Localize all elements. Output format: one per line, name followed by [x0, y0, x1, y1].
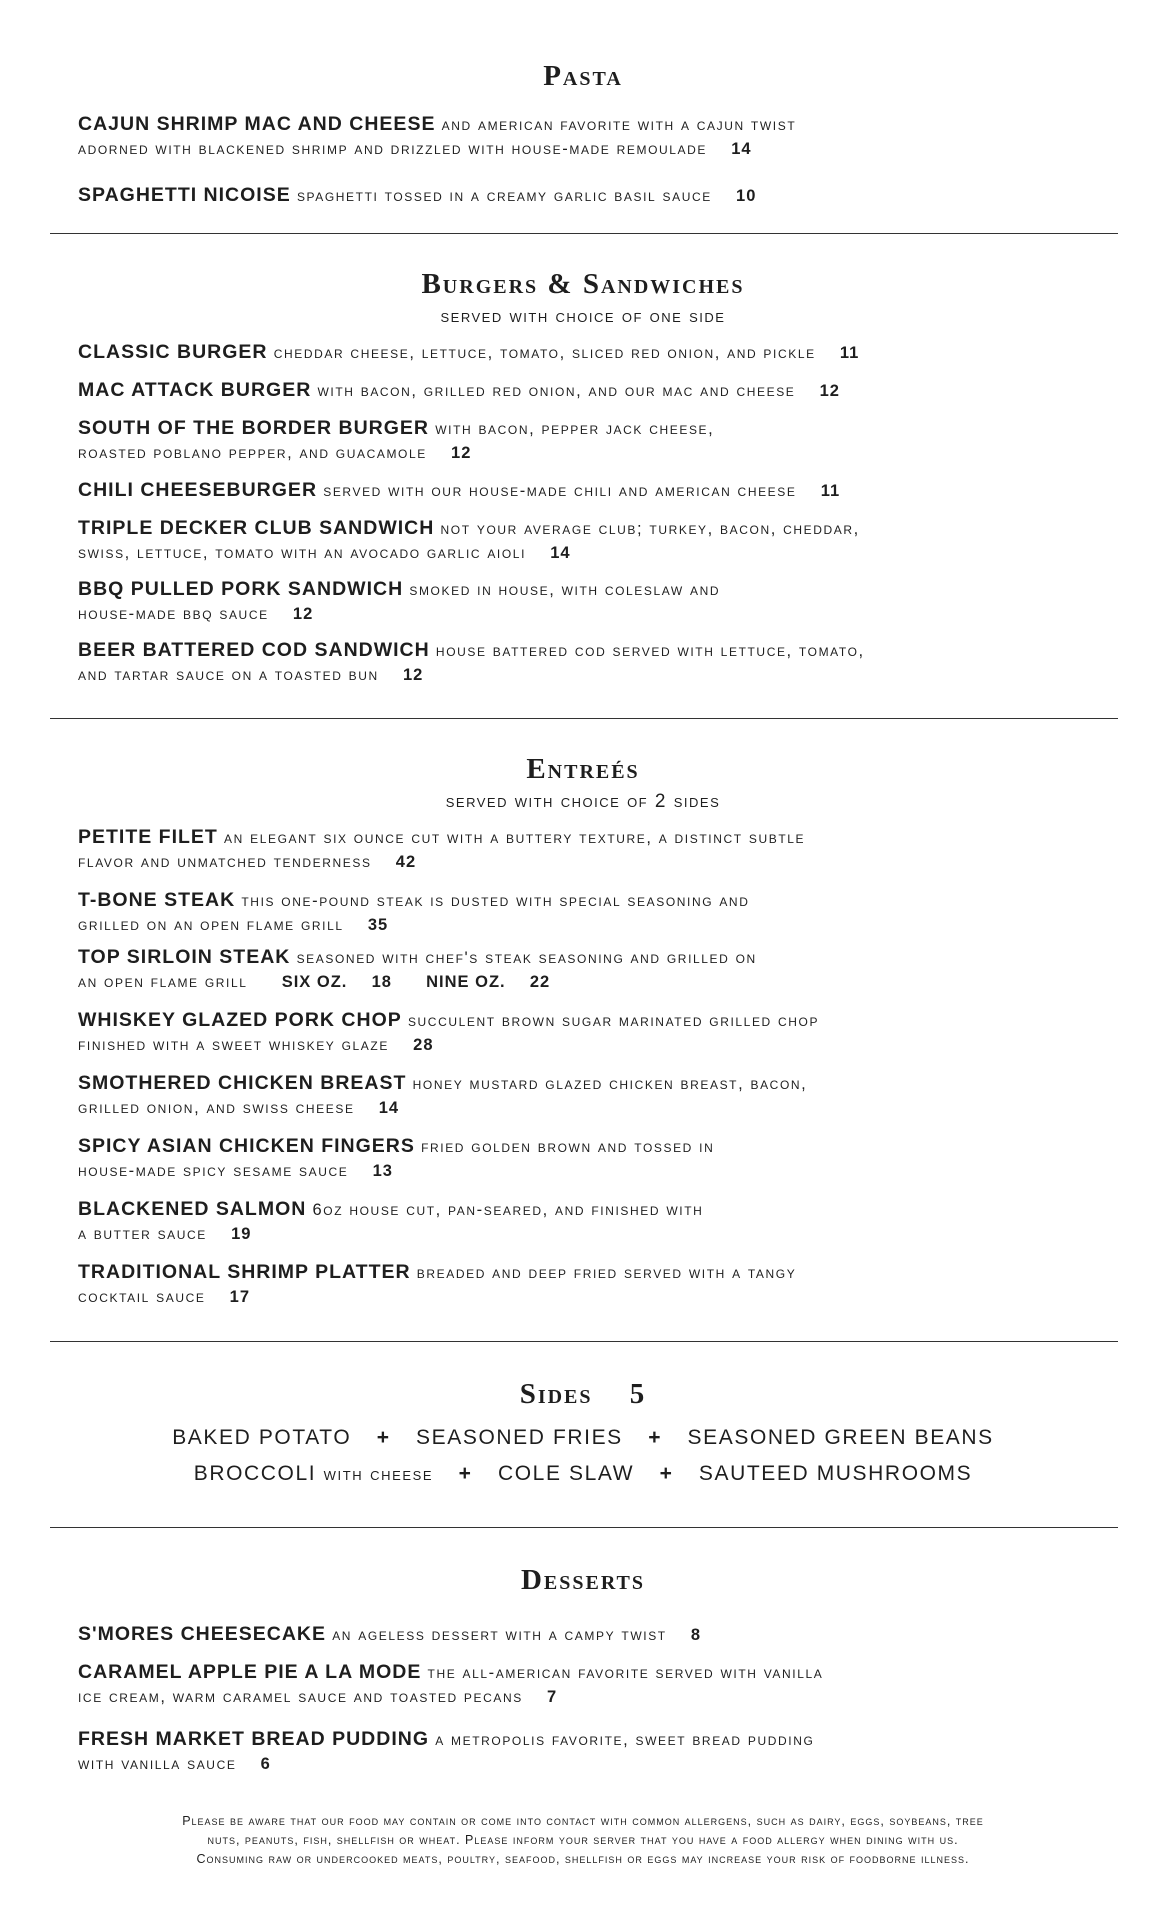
menu-item	[78, 945, 1118, 994]
item-name: TOP SIRLOIN STEAK	[78, 946, 291, 968]
item-desc: with bacon, grilled red onion, and our mac and cheese	[317, 382, 796, 400]
side-item: BROCCOLI	[193, 1462, 317, 1485]
item-price: 11	[839, 344, 860, 362]
menu-item	[78, 825, 1118, 874]
item-name: TRADITIONAL SHRIMP PLATTER	[78, 1261, 411, 1283]
item-price: 14	[731, 140, 752, 158]
item-desc: and american favorite with a cajun twist	[441, 116, 797, 134]
item-desc: house-made spicy sesame sauce	[78, 1162, 349, 1180]
pasta-section	[0, 62, 1166, 91]
item-price: 7	[547, 1688, 558, 1706]
menu-item	[78, 638, 1118, 687]
side-item-note: with cheese	[323, 1464, 434, 1485]
item-price: 13	[372, 1162, 393, 1180]
item-price: 12	[292, 605, 314, 623]
burgers-section	[0, 270, 1166, 326]
side-separator: +	[458, 1462, 473, 1485]
disclaimer-line: nuts, peanuts, fish, shellfish or wheat. Please inform your server that you have a food allergy when dining with us.	[207, 1833, 959, 1847]
item-desc: served with our house-made chili and american cheese	[323, 482, 797, 500]
item-name: S'MORES CHEESECAKE	[78, 1623, 327, 1645]
burgers-title: Burgers & Sandwiches	[421, 268, 745, 300]
item-name: CHILI CHEESEBURGER	[78, 479, 318, 501]
item-desc: an elegant six ounce cut with a buttery texture, a distinct subtle	[224, 829, 806, 847]
item-desc: an ageless dessert with a campy twist	[332, 1626, 667, 1644]
side-item: SAUTEED MUSHROOMS	[698, 1462, 973, 1485]
item-desc: 6oz house cut, pan-seared, and finished with	[312, 1201, 704, 1219]
side-separator: +	[376, 1426, 391, 1449]
menu-item	[78, 1134, 1118, 1183]
menu-item	[78, 1660, 1118, 1709]
item-name: BLACKENED SALMON	[78, 1198, 307, 1220]
side-item: SEASONED GREEN BEANS	[687, 1426, 994, 1449]
item-name: SPICY ASIAN CHICKEN FINGERS	[78, 1135, 415, 1157]
item-price: 17	[229, 1288, 250, 1306]
side-separator: +	[659, 1462, 674, 1485]
item-name: CLASSIC BURGER	[78, 341, 268, 363]
sides-price: 5	[629, 1378, 647, 1410]
menu-item	[78, 1622, 1118, 1647]
disclaimer-line: Consuming raw or undercooked meats, poultry, seafood, shellfish or eggs may increase your risk of foodborne illness.	[196, 1852, 970, 1866]
side-item: COLE SLAW	[497, 1462, 635, 1485]
item-desc: roasted poblano pepper, and guacamole	[78, 444, 427, 462]
menu-item	[78, 516, 1118, 565]
item-desc: with vanilla sauce	[78, 1755, 237, 1773]
item-name: CAJUN SHRIMP MAC AND CHEESE	[78, 113, 436, 135]
item-price: 12	[451, 444, 472, 462]
item-price: 28	[413, 1036, 434, 1054]
item-name: T-BONE STEAK	[78, 889, 236, 911]
disclaimer-line: Please be aware that our food may contain or come into contact with common allergens, such as dairy, eggs, soybeans, tree	[182, 1814, 984, 1828]
item-desc: succulent brown sugar marinated grilled chop	[407, 1012, 820, 1030]
section-divider	[50, 1341, 1118, 1342]
sides-title	[0, 1380, 1166, 1409]
item-desc: fried golden brown and tossed in	[421, 1138, 715, 1156]
item-desc: with bacon, pepper jack cheese,	[435, 420, 715, 438]
item-option: NINE OZ.	[426, 973, 506, 991]
pasta-title: Pasta	[543, 60, 623, 92]
item-desc: spaghetti tossed in a creamy garlic basil sauce	[296, 187, 712, 205]
item-name: FRESH MARKET BREAD PUDDING	[78, 1728, 430, 1750]
item-desc: a butter sauce	[78, 1225, 207, 1243]
menu-item	[78, 183, 1118, 208]
menu-item	[78, 340, 1118, 365]
sides-title-text: Sides	[519, 1378, 593, 1410]
item-price: 35	[367, 916, 389, 934]
menu-item	[78, 1008, 1118, 1057]
item-price: 14	[378, 1099, 400, 1117]
item-name: SOUTH OF THE BORDER BURGER	[78, 417, 430, 439]
item-desc: seasoned with chef's steak seasoning and grilled on	[296, 949, 757, 967]
item-price: 11	[820, 482, 841, 500]
item-price: 10	[736, 187, 757, 205]
item-desc: the all-american favorite served with vanilla	[427, 1664, 824, 1682]
menu-item	[78, 1727, 1118, 1776]
item-name: CARAMEL APPLE PIE A LA MODE	[78, 1661, 422, 1683]
item-desc: house battered cod served with lettuce, tomato,	[435, 642, 865, 660]
item-desc: an open flame grill	[78, 973, 248, 991]
desserts-section	[0, 1566, 1166, 1595]
item-price: 12	[402, 666, 424, 684]
item-desc: honey mustard glazed chicken breast, bacon,	[412, 1075, 808, 1093]
entrees-subtitle: served with choice of 2 sides	[445, 791, 721, 812]
item-price: 22	[529, 973, 551, 991]
allergen-disclaimer	[60, 1812, 1106, 1869]
desserts-title: Desserts	[520, 1564, 646, 1596]
item-desc: a metropolis favorite, sweet bread pudding	[435, 1731, 815, 1749]
item-desc: not your average club; turkey, bacon, cheddar,	[440, 520, 860, 538]
menu-item	[78, 1071, 1118, 1120]
item-desc: breaded and deep fried served with a tangy	[416, 1264, 797, 1282]
menu-item	[78, 577, 1118, 626]
entrees-section	[0, 755, 1166, 811]
item-price: 42	[395, 853, 417, 871]
menu-item	[78, 478, 1118, 503]
item-name: BEER BATTERED COD SANDWICH	[78, 639, 430, 661]
item-price: 8	[690, 1626, 702, 1644]
item-desc: house-made bbq sauce	[78, 605, 269, 623]
menu-item	[78, 416, 1118, 465]
item-name: MAC ATTACK BURGER	[78, 379, 312, 401]
item-desc: adorned with blackened shrimp and drizzled with house-made remoulade	[78, 140, 708, 158]
item-desc: cocktail sauce	[78, 1288, 206, 1306]
section-divider	[50, 718, 1118, 719]
item-desc: finished with a sweet whiskey glaze	[78, 1036, 389, 1054]
menu-item	[78, 112, 1118, 161]
item-desc: and tartar sauce on a toasted bun	[78, 666, 379, 684]
menu-item	[78, 888, 1118, 937]
item-desc: grilled on an open flame grill	[78, 916, 344, 934]
item-price: 19	[231, 1225, 252, 1243]
item-price: 12	[819, 382, 840, 400]
sides-section	[0, 1380, 1166, 1409]
item-price: 18	[371, 973, 392, 991]
section-divider	[50, 1527, 1118, 1528]
item-name: WHISKEY GLAZED PORK CHOP	[78, 1009, 402, 1031]
item-option: SIX OZ.	[281, 973, 348, 991]
item-name: SMOTHERED CHICKEN BREAST	[78, 1072, 407, 1094]
menu-item	[78, 1197, 1118, 1246]
section-divider	[50, 233, 1118, 234]
item-price: 14	[550, 544, 571, 562]
entrees-title: Entreés	[526, 753, 640, 785]
side-separator: +	[648, 1426, 663, 1449]
item-desc: grilled onion, and swiss cheese	[78, 1099, 355, 1117]
item-desc: flavor and unmatched tenderness	[78, 853, 372, 871]
item-desc: this one-pound steak is dusted with special seasoning and	[241, 892, 750, 910]
menu-item	[78, 378, 1118, 403]
item-desc: swiss, lettuce, tomato with an avocado garlic aioli	[78, 544, 527, 562]
item-price: 6	[260, 1755, 271, 1773]
sides-row	[0, 1427, 1166, 1448]
menu-item	[78, 1260, 1118, 1309]
sides-row	[0, 1463, 1166, 1484]
burgers-subtitle: served with choice of one side	[440, 306, 726, 327]
item-desc: smoked in house, with coleslaw and	[409, 581, 721, 599]
side-item: BAKED POTATO	[172, 1426, 352, 1449]
item-name: SPAGHETTI NICOISE	[78, 184, 291, 206]
item-name: PETITE FILET	[78, 826, 218, 848]
item-name: TRIPLE DECKER CLUB SANDWICH	[78, 517, 435, 539]
item-desc: ice cream, warm caramel sauce and toasted pecans	[78, 1688, 523, 1706]
item-desc: cheddar cheese, lettuce, tomato, sliced red onion, and pickle	[273, 344, 816, 362]
side-item: SEASONED FRIES	[416, 1426, 623, 1449]
item-name: BBQ PULLED PORK SANDWICH	[78, 578, 404, 600]
